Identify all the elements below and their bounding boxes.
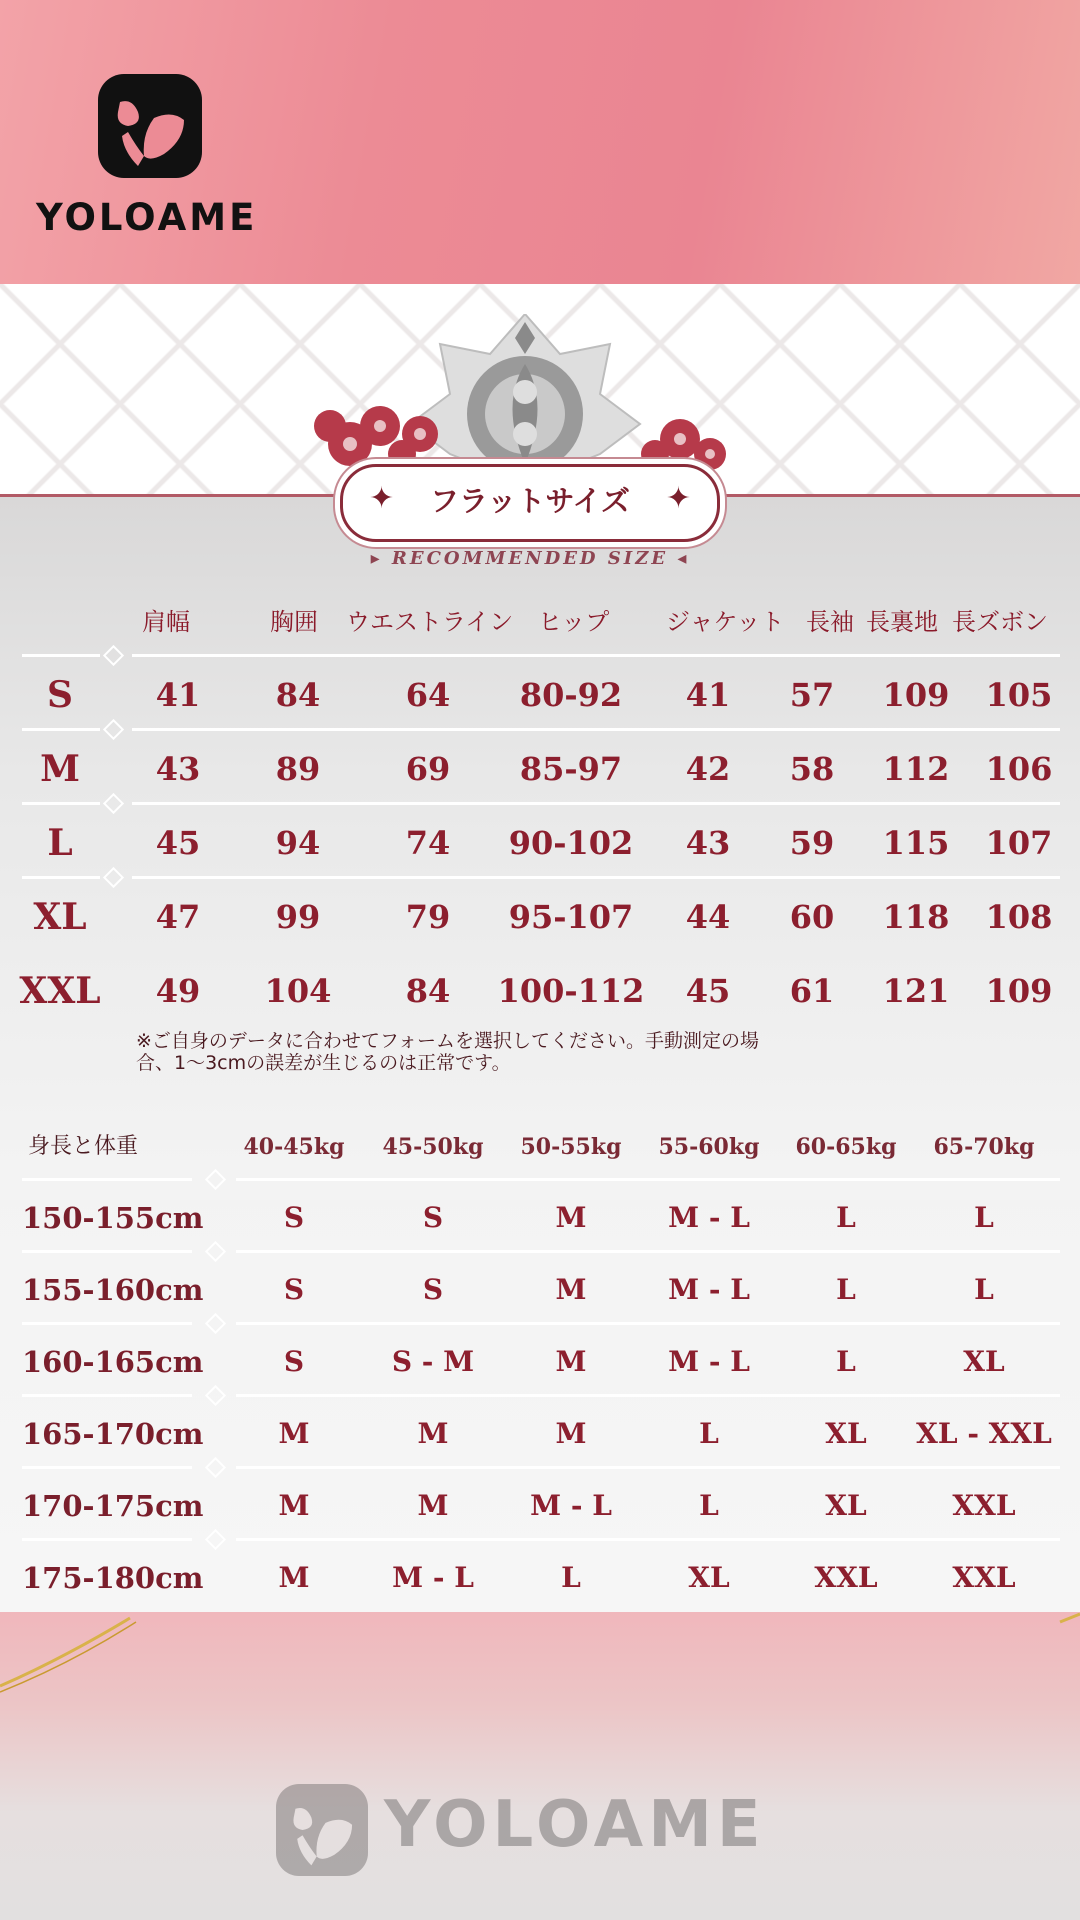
- col-header: ウエストライン: [346, 608, 514, 636]
- size-cell: 69: [405, 750, 451, 788]
- size-cell: L: [836, 1345, 856, 1378]
- size-cell: M - L: [668, 1345, 750, 1378]
- size-cell: M: [555, 1345, 587, 1378]
- size-cell: XL: [688, 1561, 730, 1594]
- size-cell: L: [699, 1489, 719, 1522]
- title-banner: [340, 464, 720, 542]
- yoloame-logo-icon: [98, 74, 202, 178]
- col-header: 胸囲: [270, 608, 318, 636]
- height-label: 165-170cm: [22, 1417, 204, 1451]
- height-label: 170-175cm: [22, 1489, 204, 1523]
- size-row: [0, 732, 1080, 806]
- row-divider: [236, 1178, 1060, 1181]
- size-cell: M: [555, 1201, 587, 1234]
- size-cell: M: [417, 1417, 449, 1450]
- size-label: M: [40, 748, 80, 790]
- size-cell: 95-107: [508, 898, 634, 936]
- size-label: L: [47, 822, 73, 864]
- size-cell: 59: [789, 824, 835, 862]
- size-cell: 45: [685, 972, 731, 1010]
- size-cell: 64: [405, 676, 451, 714]
- size-cell: L: [561, 1561, 581, 1594]
- size-label: XXL: [19, 970, 101, 1012]
- size-cell: 49: [155, 972, 201, 1010]
- weight-header: 60-65kg: [795, 1134, 897, 1160]
- size-cell: S: [283, 1345, 305, 1378]
- size-cell: 84: [275, 676, 321, 714]
- size-cell: S: [283, 1273, 305, 1306]
- size-cell: 108: [985, 898, 1053, 936]
- height-row: [0, 1470, 1080, 1542]
- size-cell: 107: [985, 824, 1053, 862]
- size-cell: L: [836, 1273, 856, 1306]
- size-cell: 43: [155, 750, 201, 788]
- size-cell: 121: [882, 972, 950, 1010]
- size-cell: XL: [825, 1489, 867, 1522]
- size-cell: 74: [405, 824, 451, 862]
- corner-label: 身長と体重: [28, 1134, 139, 1159]
- col-header: ジャケット: [666, 608, 785, 636]
- row-divider: [132, 654, 1060, 657]
- height-row: [0, 1542, 1080, 1612]
- size-row: [0, 806, 1080, 880]
- height-row: [0, 1254, 1080, 1326]
- size-cell: 85-97: [519, 750, 623, 788]
- size-cell: 43: [685, 824, 731, 862]
- height-row: [0, 1398, 1080, 1470]
- size-cell: 105: [985, 676, 1053, 714]
- size-cell: 112: [882, 750, 950, 788]
- size-cell: M - L: [530, 1489, 612, 1522]
- height-label: 160-165cm: [22, 1345, 204, 1379]
- size-cell: 57: [789, 676, 835, 714]
- row-divider: [22, 1178, 192, 1181]
- gold-ribbon: [0, 1610, 1080, 1730]
- size-cell: XL: [825, 1417, 867, 1450]
- size-cell: M: [278, 1489, 310, 1522]
- size-cell: S: [422, 1273, 444, 1306]
- col-header: 長裏地: [866, 608, 938, 636]
- size-chart-card: [0, 284, 1080, 1612]
- size-row: [0, 954, 1080, 1028]
- col-header: 長ズボン: [952, 608, 1048, 636]
- size-cell: XXL: [814, 1561, 878, 1594]
- measurement-note: [136, 1030, 856, 1074]
- size-cell: M - L: [668, 1201, 750, 1234]
- size-cell: XL - XXL: [916, 1417, 1052, 1450]
- weight-header: 50-55kg: [520, 1134, 622, 1160]
- brand-header: [0, 0, 1080, 284]
- size-cell: 90-102: [508, 824, 634, 862]
- size-cell: 45: [155, 824, 201, 862]
- size-cell: 41: [155, 676, 201, 714]
- weight-header: 55-60kg: [658, 1134, 760, 1160]
- size-cell: L: [836, 1201, 856, 1234]
- size-cell: L: [974, 1201, 994, 1234]
- size-cell: 118: [882, 898, 950, 936]
- size-cell: 47: [155, 898, 201, 936]
- col-header: 肩幅: [142, 608, 190, 636]
- size-cell: 106: [985, 750, 1053, 788]
- size-cell: 44: [685, 898, 731, 936]
- size-cell: 41: [685, 676, 731, 714]
- note-line: 合、1〜3cmの誤差が生じるのは正常です。: [136, 1052, 511, 1074]
- size-cell: M: [555, 1273, 587, 1306]
- size-cell: L: [699, 1417, 719, 1450]
- sparkle-icon: ✦: [665, 481, 691, 516]
- size-cell: 61: [789, 972, 835, 1010]
- yoloame-watermark-icon: [276, 1784, 368, 1876]
- size-cell: M - L: [668, 1273, 750, 1306]
- size-cell: 109: [985, 972, 1053, 1010]
- watermark-brand: YOLOAME: [384, 1788, 766, 1862]
- height-label: 150-155cm: [22, 1201, 204, 1235]
- height-label: 155-160cm: [22, 1273, 204, 1307]
- size-label: S: [47, 674, 73, 716]
- weight-header: 40-45kg: [243, 1134, 345, 1160]
- height-row: [0, 1326, 1080, 1398]
- size-cell: M: [278, 1417, 310, 1450]
- size-cell: 80-92: [519, 676, 623, 714]
- height-label: 175-180cm: [22, 1561, 204, 1595]
- size-cell: 99: [275, 898, 321, 936]
- col-header: 長袖: [806, 608, 854, 636]
- banner-title: フラットサイズ: [429, 484, 631, 518]
- banner-subtitle: ▸ RECOMMENDED SIZE ◂: [370, 548, 690, 569]
- size-cell: XXL: [952, 1561, 1016, 1594]
- size-cell: 94: [275, 824, 321, 862]
- size-cell: 109: [882, 676, 950, 714]
- size-cell: S: [283, 1201, 305, 1234]
- size-cell: L: [974, 1273, 994, 1306]
- size-cell: 79: [405, 898, 451, 936]
- size-cell: S: [422, 1201, 444, 1234]
- size-cell: 42: [685, 750, 731, 788]
- size-cell: M - L: [392, 1561, 474, 1594]
- height-row: [0, 1182, 1080, 1254]
- brand-name: YOLOAME: [36, 196, 258, 239]
- emblem-icon: [310, 314, 740, 584]
- note-line: ※ご自身のデータに合わせてフォームを選択してください。手動測定の場: [136, 1030, 759, 1052]
- size-cell: 84: [405, 972, 451, 1010]
- size-cell: 100-112: [497, 972, 645, 1010]
- size-cell: 60: [789, 898, 835, 936]
- size-cell: 89: [275, 750, 321, 788]
- size-cell: XXL: [952, 1489, 1016, 1522]
- size-cell: M: [278, 1561, 310, 1594]
- size-cell: M: [417, 1489, 449, 1522]
- weight-header: 45-50kg: [382, 1134, 484, 1160]
- weight-header: 65-70kg: [933, 1134, 1035, 1160]
- size-cell: 104: [264, 972, 332, 1010]
- size-row: [0, 658, 1080, 732]
- size-cell: 58: [789, 750, 835, 788]
- col-header: ヒップ: [538, 608, 610, 636]
- size-label: XL: [33, 896, 87, 938]
- size-cell: M: [555, 1417, 587, 1450]
- size-cell: 115: [882, 824, 950, 862]
- size-cell: XL: [963, 1345, 1005, 1378]
- size-cell: S - M: [391, 1345, 475, 1378]
- sparkle-icon: ✦: [369, 481, 395, 516]
- row-divider: [22, 654, 100, 657]
- size-row: [0, 880, 1080, 954]
